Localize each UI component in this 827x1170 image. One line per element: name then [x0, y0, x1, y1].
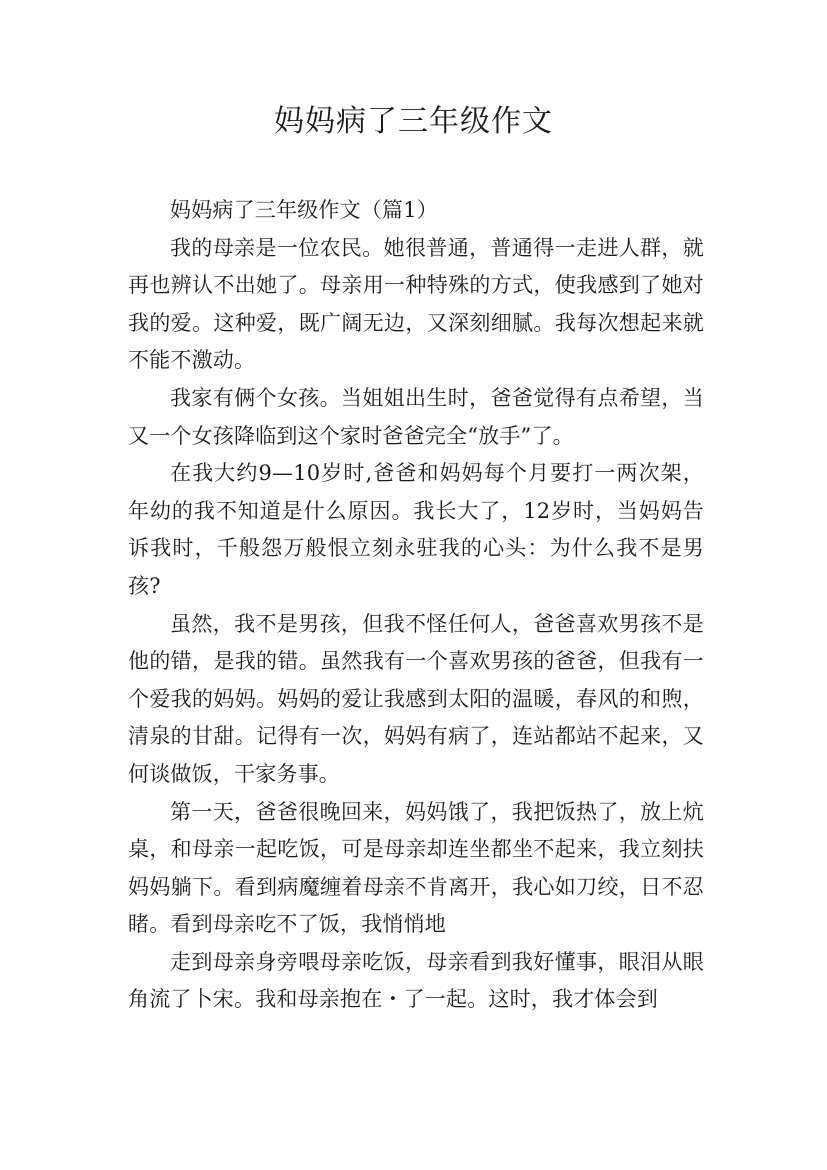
section-heading: 妈妈病了三年级作文（篇1） — [170, 198, 438, 222]
paragraph-2: 我家有俩个女孩。当姐姐出生时，爸爸觉得有点希望，当又一个女孩降临到这个家时爸爸完全“放手”了。 — [128, 385, 704, 448]
document-body — [128, 192, 704, 1019]
paragraph-1: 我的母亲是一位农民。她很普通，普通得一走进人群，就再也辨认不出她了。母亲用一种特殊的方式，使我感到了她对我的爱。这种爱，既广阔无边，又深刻细腻。我每次想起来就不能不激动。 — [128, 235, 704, 373]
document-title: 妈妈病了三年级作文 — [274, 104, 553, 139]
paragraph-5: 第一天，爸爸很晚回来，妈妈饿了，我把饭热了，放上炕桌，和母亲一起吃饭，可是母亲却连坐都坐不起来，我立刻扶妈妈躺下。看到病魔缠着母亲不肯离开，我心如刀绞，日不忍睹。看到母亲吃不了饭，我悄悄地 — [128, 799, 704, 937]
paragraph-3: 在我大约9—10岁时,爸爸和妈妈每个月要打一两次架，年幼的我不知道是什么原因。我长大了，12岁时，当妈妈告诉我时，千般怨万般恨立刻永驻我的心头：为什么我不是男孩? — [128, 461, 704, 598]
paragraph-4: 虽然，我不是男孩，但我不怪任何人，爸爸喜欢男孩不是他的错，是我的错。虽然我有一个喜欢男孩的爸爸，但我有一个爱我的妈妈。妈妈的爱让我感到太阳的温暖，春风的和煦，清泉的甘甜。记得有一次，妈妈有病了，连站都站不起来，又何谈做饭，干家务事。 — [128, 611, 704, 786]
paragraph-6: 走到母亲身旁喂母亲吃饭，母亲看到我好懂事，眼泪从眼角流了卜宋。我和母亲抱在・了一起。这时，我才体会到 — [128, 949, 704, 1012]
